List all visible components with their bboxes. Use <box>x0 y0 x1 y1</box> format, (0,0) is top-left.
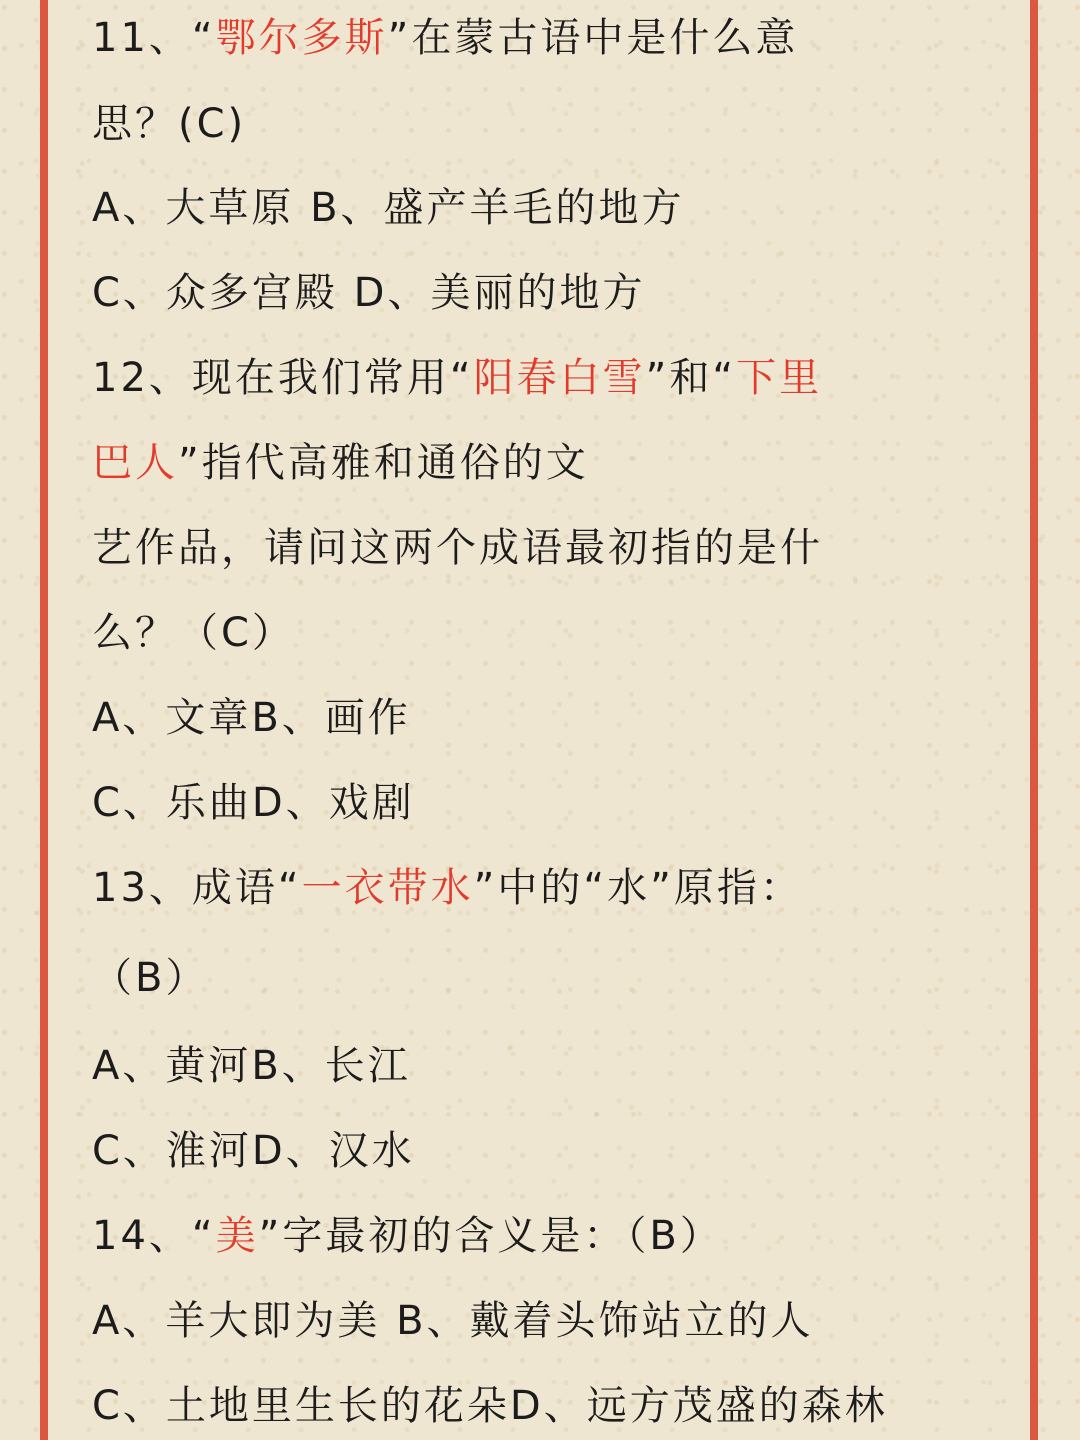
q13-text2: 中的 <box>497 865 584 911</box>
q11-line1 <box>92 14 798 62</box>
q13-word: 水 <box>607 865 651 911</box>
q12-text1: 现在我们常用 <box>191 355 450 401</box>
q13-number: 13、 <box>92 865 192 911</box>
q13-close-quote2: ” <box>650 865 674 911</box>
q12-line2 <box>92 439 589 487</box>
q13-text1: 成语 <box>191 865 278 911</box>
q12-conj: 和 <box>669 355 713 401</box>
q14-open-quote: “ <box>191 1213 216 1259</box>
q12-highlight1: 阳春白雪 <box>473 355 646 401</box>
q11-option-cd: C、众多宫殿 D、美丽的地方 <box>92 270 646 316</box>
q12-option-ab: A、文章B、画作 <box>92 695 411 741</box>
q11-line2: 思？(C) <box>92 101 247 147</box>
q13-line2: （B） <box>92 955 209 1001</box>
q14-option-cd: C、土地里生长的花朵D、远方茂盛的森林 <box>92 1383 888 1429</box>
q14-text: 字最初的含义是：（B） <box>282 1213 723 1259</box>
q12-open-quote2: “ <box>712 355 737 401</box>
q14-number: 14、 <box>92 1213 192 1259</box>
q13-option-ab: A、黄河B、长江 <box>92 1043 411 1089</box>
q12-line4: 么？（C） <box>92 610 295 656</box>
q13-text3: 原指： <box>673 865 803 911</box>
q11-option-ab: A、大草原 B、盛产羊毛的地方 <box>92 185 685 231</box>
q12-line1 <box>92 354 822 402</box>
q12-close-quote2: ” <box>178 440 202 486</box>
q14-close-quote: ” <box>258 1213 283 1259</box>
q11-highlight: 鄂尔多斯 <box>215 15 388 61</box>
q14-option-ab: A、羊大即为美 B、戴着头饰站立的人 <box>92 1298 814 1344</box>
q11-open-quote: “ <box>191 15 216 61</box>
q13-close-quote1: ” <box>473 865 498 911</box>
q14-highlight: 美 <box>215 1213 259 1259</box>
q12-highlight2b: 巴人 <box>92 440 178 486</box>
q13-open-quote2: “ <box>583 865 608 911</box>
q14-line1 <box>92 1212 723 1260</box>
left-border <box>40 0 48 1440</box>
q13-line1 <box>92 864 803 912</box>
right-border <box>1030 0 1038 1440</box>
q12-number: 12、 <box>92 355 192 401</box>
q11-text: 在蒙古语中是什么意 <box>411 15 799 61</box>
q13-highlight: 一衣带水 <box>301 865 474 911</box>
q12-text2: 指代高雅和通俗的文 <box>201 440 589 486</box>
q11-number: 11、 <box>92 15 192 61</box>
q12-option-cd: C、乐曲D、戏剧 <box>92 780 415 826</box>
q13-open-quote1: “ <box>277 865 302 911</box>
q11-close-quote: ” <box>387 15 412 61</box>
q12-line3: 艺作品，请问这两个成语最初指的是什 <box>92 525 823 571</box>
q12-highlight2a: 下里 <box>736 355 823 401</box>
q12-close-quote1: ” <box>645 355 670 401</box>
q12-open-quote1: “ <box>449 355 474 401</box>
q13-option-cd: C、淮河D、汉水 <box>92 1128 415 1174</box>
